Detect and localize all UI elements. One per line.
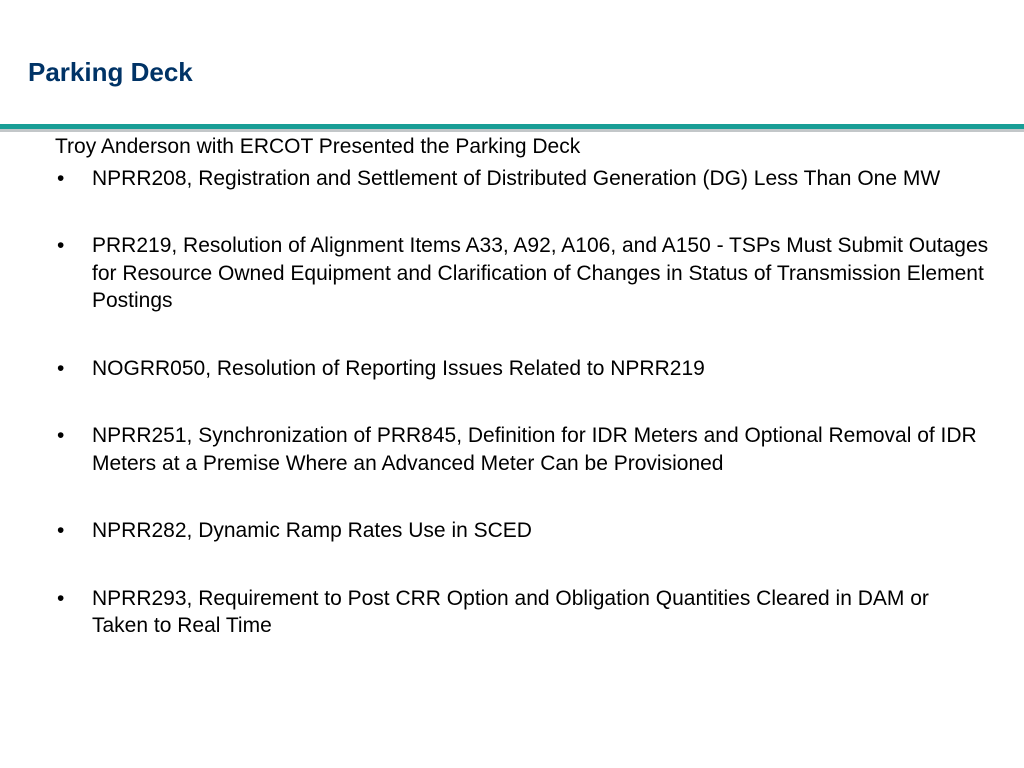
bullet-icon: • bbox=[57, 424, 65, 447]
bullet-item bbox=[55, 232, 990, 315]
bullet-icon: • bbox=[57, 586, 65, 610]
bullet-item bbox=[55, 165, 990, 193]
bullet-icon: • bbox=[57, 519, 65, 542]
bullet-icon: • bbox=[57, 356, 65, 380]
bullet-icon: • bbox=[57, 234, 65, 257]
bullet-text: NOGRR050, Resolution of Reporting Issues Related to NPRR219 bbox=[92, 356, 705, 380]
bullet-icon: • bbox=[57, 166, 65, 190]
bullet-text: NPRR251, Synchronization of PRR845, Definition for IDR Meters and Optional Removal of IDR Meters at a Premise Where an Advanced Meter Can be Provisioned bbox=[92, 424, 977, 475]
slide-title: Parking Deck bbox=[28, 57, 193, 87]
bullet-text: NPRR208, Registration and Settlement of Distributed Generation (DG) Less Than One MW bbox=[92, 166, 941, 190]
bullet-list bbox=[55, 165, 990, 640]
bullet-item bbox=[55, 517, 990, 545]
bullet-item bbox=[55, 585, 990, 640]
bullet-text: NPRR282, Dynamic Ramp Rates Use in SCED bbox=[92, 519, 532, 542]
title-divider-secondary bbox=[0, 129, 1024, 132]
bullet-item bbox=[55, 422, 990, 477]
bullet-item bbox=[55, 355, 990, 383]
bullet-text: NPRR293, Requirement to Post CRR Option and Obligation Quantities Cleared in DAM or Taken to Real Time bbox=[92, 586, 929, 637]
bullet-text: PRR219, Resolution of Alignment Items A33, A92, A106, and A150 - TSPs Must Submit Outages for Resource Owned Equipment and Clarification of Changes in Status of Transmission Element Postings bbox=[92, 234, 989, 312]
intro-text: Troy Anderson with ERCOT Presented the Parking Deck bbox=[55, 135, 581, 158]
slide-body bbox=[55, 133, 990, 640]
